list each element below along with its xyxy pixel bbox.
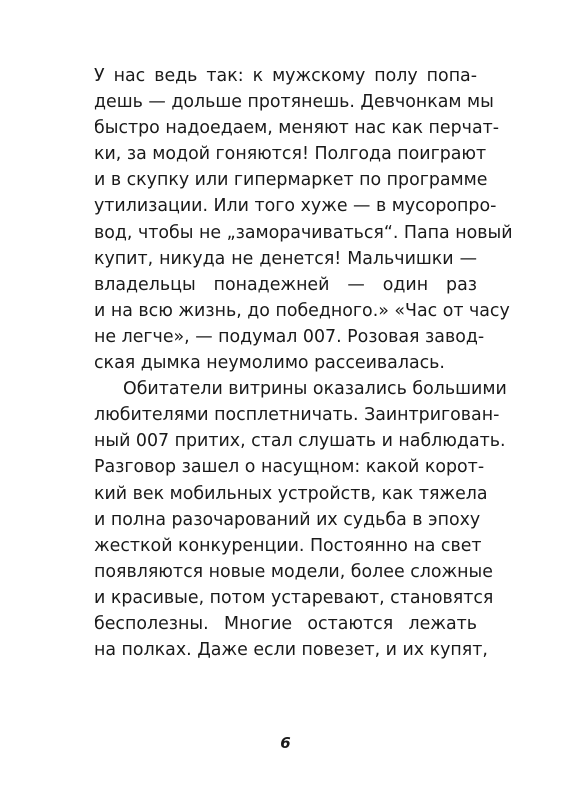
text-line: появляются новые модели, более сложные	[94, 561, 493, 582]
text-line: и на всю жизнь, до победного.» «Час от часу	[94, 300, 510, 321]
text-line: любителями посплетничать. Заинтригован-	[94, 405, 500, 426]
text-line: бесполезны. Многие остаются лежать	[94, 613, 477, 634]
text-line: ный 007 притих, стал слушать и наблюдать.	[94, 431, 506, 452]
text-line: кий век мобильных устройств, как тяжела	[94, 483, 488, 504]
text-line: на полках. Даже если повезет, и их купят,	[94, 640, 488, 661]
text-line: не легче», — подумал 007. Розовая завод-	[94, 326, 485, 347]
text-line: и полна разочарований их судьба в эпоху	[94, 509, 481, 530]
text-line: ская дымка неумолимо рассеивалась.	[94, 353, 445, 374]
page-number: 6	[280, 734, 291, 752]
text-line: купит, никуда не денется! Мальчишки —	[94, 248, 477, 269]
text-line: Разговор зашел о насущном: какой корот-	[94, 457, 485, 478]
text-line: Обитатели витрины оказались большими	[123, 379, 507, 400]
body-text	[94, 63, 513, 663]
text-line: жесткой конкуренции. Постоянно на свет	[94, 535, 482, 556]
text-line: дешь — дольше протянешь. Девчонкам мы	[94, 92, 494, 113]
text-line: и красивые, потом устаревают, становятся	[94, 587, 494, 608]
text-line: быстро надоедаем, меняют нас как перчат-	[94, 118, 500, 139]
text-line: ки, за модой гоняются! Полгода поиграют	[94, 144, 487, 165]
text-line: утилизации. Или того хуже — в мусоропро-	[94, 196, 497, 217]
text-line: владельцы понадежней — один раз	[94, 274, 477, 295]
text-line: вод, чтобы не „заморачиваться“. Папа новый	[94, 222, 513, 243]
text-line: У нас ведь так: к мужскому полу попа-	[94, 66, 477, 86]
text-line: и в скупку или гипермаркет по программе	[94, 170, 488, 191]
